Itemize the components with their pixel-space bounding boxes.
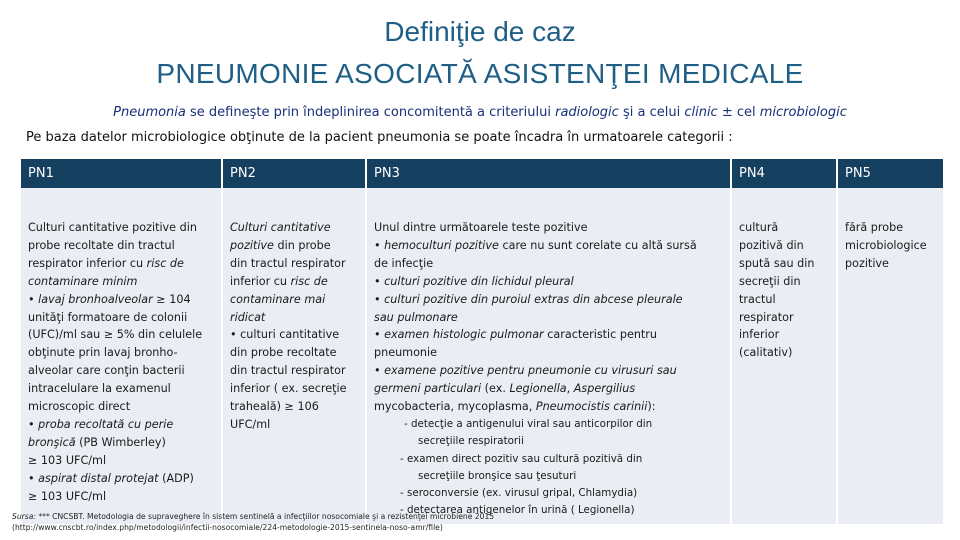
pn2-line: inferior cu risc de [230,274,328,288]
pn1-line: obţinute prin lavaj bronho- [28,346,178,360]
pn3-line: de infecţie [374,256,434,270]
pn3-line: • examen histologic pulmonar caracteristic pentru [374,328,657,342]
pn2-line: din tractul respirator [230,256,346,270]
pn1-line: (UFC)/ml sau ≥ 5% din celulele [28,328,203,342]
pn1-line: ≥ 103 UFC/ml [28,453,107,467]
definition-line [0,105,960,120]
definition-text-1: se defineşte prin îndeplinirea concomitentă a criteriului [185,105,556,120]
pn3-line: - examen direct pozitiv sau cultură pozitivă din [400,452,643,465]
pn1-line: alveolar care conţin bacterii [28,364,185,378]
pn2-line: pozitive din probe [230,238,331,252]
pn4-line: pozitivă din [739,238,804,252]
pn3-line: - seroconversie (ex. virusul gripal, Chlamydia) [400,487,638,500]
pn1-line: intracelulare la examenul [28,382,171,396]
pn4-line: cultură [739,221,779,234]
header-pn5: PN5 [837,159,943,188]
source-label: Sursa: [12,512,36,521]
pn3-line: sau pulmonare [374,310,458,324]
pn3-line: germeni particulari (ex. Legionella, Aspergilius [374,382,636,396]
table-row [21,188,943,524]
source-line-1: Sursa: *** CNCSBT. Metodologia de supraveghere în sistem sentinelă a infecţiilor nosocomiale şi a rezistenţei microbiene 2015 [12,512,495,521]
pn1-line: probe recoltate din tractul [28,238,175,252]
pn3-line: - detectarea antigenelor în urină ( Legionella) [400,504,635,517]
pn1-line: bronşică (PB Wimberley) [28,435,166,449]
intro-text: Pe baza datelor microbiologice obţinute de la pacient pneumonia se poate încadra în urmatoarele categorii : [26,130,733,145]
pn3-line: • culturi pozitive din lichidul pleural [374,274,574,288]
table-header-row [21,159,943,188]
definition-clinic: clinic [684,105,718,120]
pn1-line: unităţi formatoare de colonii [28,310,188,324]
pn1-line: microscopic direct [28,400,131,414]
pn4-line: secreţii din [739,274,801,288]
cell-pn4 [731,188,837,524]
pn1-line: respirator inferior cu risc de [28,256,184,270]
definition-text-3: ± cel [717,105,760,120]
pn5-line: pozitive [845,256,889,270]
definition-term: Pneumonia [113,105,186,120]
pn5-line: fără probe [845,221,904,234]
pn2-line: ridicat [230,310,266,324]
pn4-line: inferior [739,328,780,342]
pn3-line: • culturi pozitive din puroiul extras din abcese pleurale [374,292,683,306]
pn3-line: Unul dintre următoarele teste pozitive [374,221,588,234]
pn2-line: Culturi cantitative [230,221,331,234]
pn3-line: • hemoculturi pozitive care nu sunt corelate cu altă sursă [374,238,697,252]
pn2-line: traheală) ≥ 106 [230,400,319,414]
pn1-line: • aspirat distal protejat (ADP) [28,471,194,485]
categories-table [21,159,943,524]
pn5-line: microbiologice [845,238,927,252]
cell-pn1 [21,188,222,524]
pn1-line: contaminare minim [28,274,138,288]
cell-pn3 [366,188,731,524]
pn4-line: respirator [739,310,794,324]
definition-radiologic: radiologic [555,105,619,120]
header-pn4: PN4 [731,159,837,188]
pn4-line: tractul [739,292,776,306]
cell-pn5 [837,188,943,524]
definition-microbiologic: microbiologic [759,105,847,120]
pn3-line: mycobacteria, mycoplasma, Pneumocistis carinii): [374,400,656,414]
title-main: PNEUMONIE ASOCIATĂ ASISTENŢEI MEDICALE [156,58,804,89]
header-pn2: PN2 [222,159,366,188]
pn2-line: din tractul respirator [230,364,346,378]
pn3-line: secreţiile bronşice sau ţesuturi [418,469,577,482]
pn3-line: pneumonie [374,346,437,360]
title-definition: Definiţie de caz [384,16,576,47]
pn2-line: inferior ( ex. secreţie [230,382,347,396]
header-pn1: PN1 [21,159,222,188]
pn1-line: Culturi cantitative pozitive din [28,221,197,234]
pn4-line: (calitativ) [739,346,793,360]
pn3-line: • examene pozitive pentru pneumonie cu virusuri sau [374,364,677,378]
pn2-line: din probe recoltate [230,346,337,360]
pn1-line: ≥ 103 UFC/ml [28,489,107,503]
pn4-line: spută sau din [739,256,815,270]
pn3-line: - detecţie a antigenului viral sau anticorpilor din [404,417,653,430]
pn1-line: • lavaj bronhoalveolar ≥ 104 [28,292,191,306]
source-note [12,511,712,533]
header-pn3: PN3 [366,159,731,188]
pn3-line: secreţiile respiratorii [418,435,524,448]
cell-pn2 [222,188,366,524]
definition-text-2: şi a celui [618,105,685,120]
pn2-line: contaminare mai [230,292,326,306]
pn1-line: • proba recoltată cu perie [28,417,174,431]
pn2-line: • culturi cantitative [230,328,340,342]
source-line-2: (http://www.cnscbt.ro/index.php/metodologii/infectii-nosocomiale/224-metodologie-2015-sentinela-noso-amr/file) [12,523,443,532]
pn2-line: UFC/ml [230,417,271,431]
